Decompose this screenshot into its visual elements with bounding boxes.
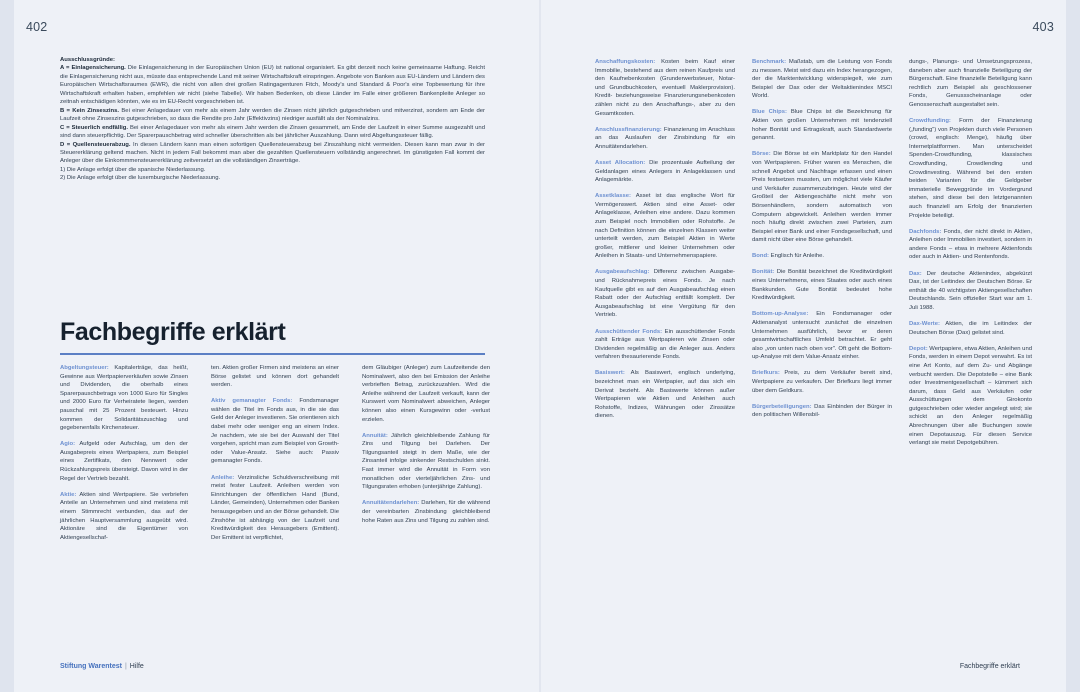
glossary-entry xyxy=(362,432,490,492)
glossary-definition: Blue Chips ist die Bezeichnung für Aktien von großen Unternehmen mit tendenziell hoher Bonität und Ertragskraft, auch Standardwerte genannt. xyxy=(752,109,892,142)
glossary-term: Aktie: xyxy=(60,491,77,498)
page-edge-strip-left xyxy=(0,0,14,692)
glossary-definition: Maßstab, um die Leistung von Fonds zu messen. Meist wird dazu ein Index herangezogen, der die Marktentwicklung widerspiegelt, wie zum Beispiel der Dax oder der Weltaktienindex MSCI World. xyxy=(752,59,892,100)
glossary-definition: Differenz zwischen Ausgabe- und Rücknahmepreis eines Fonds. Je nach Kaufquelle gibt es auf den Ausgabeaufschlag einen Rabatt oder der Aufschlag entfällt komplett. Der Ausgabeaufschlag ist eine Vergütung für den Vertrieb. xyxy=(595,269,735,319)
glossary-definition: Fonds, der nicht direkt in Aktien, Anleihen oder Immobilien investiert, sondern in andere Fonds – etwa in mehrere Aktienfonds oder auch in Aktien- und Rentenfonds. xyxy=(909,228,1032,261)
glossary-definition: Kosten beim Kauf einer Immobilie, bestehend aus dem reinen Kaufpreis und den Kaufnebenkosten (Grunderwerbsteuer, Notar- und Grundbuchkosten, eventuell Maklerprovision). Kredit- beziehungsweise Finanzierungsnebenkosten zählen nicht zu den Anschaffungs-, aber zu den Gesamtkosten. xyxy=(595,59,735,117)
glossary-entry xyxy=(595,369,735,421)
glossary-term: Abgeltungsteuer: xyxy=(60,365,109,371)
exclusion-reasons-block xyxy=(60,56,485,183)
glossary-definition: Wertpapiere, etwa Aktien, Anleihen und Fonds, werden in einem Depot verwahrt. Es ist eine Art Konto, auf dem Zu- und Abgänge verbucht werden. Die Depotstelle – eine Bank oder Investmentgesellschaft – kümmert sich darum, dass Geld aus Verkäufen oder Ausschüttungen dem Girokonto gutgeschrieben oder wieder angelegt wird; sie schickt an den Anleger regelmäßig Abrechnungen über alle Buchungen sowie einen Depotauszug. Für diesen Service verlangt sie meist Depotgebühren. xyxy=(909,345,1033,447)
glossary-columns-left xyxy=(60,364,490,550)
footnote-2: 2) Die Anlage erfolgt über die luxemburgische Niederlassung. xyxy=(60,175,221,182)
glossary-definition: dem Gläubiger (Anleger) zum Laufzeitende den Nominalwert, also den bei Emission der Anleihe verbrieften Betrag, zurückzuzahlen. Wird die Anleihe während der Laufzeit verkauft, kann der Kurswert vom Nominalwert abweichen, Anleger können also einen Kursgewinn oder -verlust erzielen. xyxy=(362,365,490,423)
footer-right: Fachbegriffe erklärt xyxy=(959,663,1020,670)
glossary-term: Agio: xyxy=(60,441,76,448)
glossary-term: Anschlussfinanzierung: xyxy=(595,126,662,133)
glossary-entry xyxy=(595,159,735,185)
glossary-term: Bottom-up-Analyse: xyxy=(752,311,809,318)
glossary-column-1 xyxy=(60,364,188,550)
glossary-entry xyxy=(909,58,1032,110)
exclusion-reason-d: D = Quellensteuerabzug. In diesen Ländern kann man einen sofortigen Quellensteuerabzug bei Zinszahlung nicht vermeiden. Diesen kann man zwar in der Steuererklärung geltend machen. Nicht in jedem Fall bekommt man aber die gezahlten Quellensteuern vollständig angerechnet. Im günstigsten Fall kommt der Anleger über die Einkommmensteuererklärung zeitversetzt an die vollständigen Zinserträge. xyxy=(60,141,485,165)
section-headline-block xyxy=(60,318,485,355)
page-gutter xyxy=(539,0,541,692)
glossary-column-4 xyxy=(595,58,735,455)
footnote-1: 1) Die Anlage erfolgt über die spanische Niederlassung. xyxy=(60,166,206,173)
glossary-term: Dachfonds: xyxy=(909,228,942,235)
glossary-entry xyxy=(752,108,892,142)
glossary-column-6 xyxy=(909,58,1032,455)
glossary-definition: Aufgeld oder Aufschlag, um den der Ausgabepreis eines Wertpapiers, zum Beispiel eines Zertifikats, den Nennwert oder Rückzahlungspreis übersteigt. Davon wird in der Regel der Vertrieb bezahlt. xyxy=(60,441,188,482)
glossary-column-5 xyxy=(752,58,892,455)
glossary-definition: Ein ausschüttender Fonds zahlt Erträge aus Wertpapieren wie Zinsen oder Dividenden regelmäßig an die Anleger aus. Anders verfahren thesaurierende Fonds. xyxy=(595,328,735,361)
glossary-definition: Darlehen, für die während der vereinbarten Zinsbindung gleichbleibend hohe Raten aus Zins und Tilgung zu zahlen sind. xyxy=(362,500,490,524)
glossary-term: Depot: xyxy=(909,345,928,352)
glossary-columns-right xyxy=(595,58,1050,455)
exclusion-reason-c: C = Steuerlich endfällig. Bei einer Anlagedauer von mehr als einem Jahr werden die Zinsen gesammelt, am Ende der Laufzeit in einer Summe ausgezahlt und sind dann steuerpflichtig. Der Sparerpauschbetrag wird schneller überschritten als bei jährlicher Auszahlung. Dann wird Abgeltungssteuer fällig. xyxy=(60,124,485,140)
glossary-entry xyxy=(752,369,892,395)
glossary-entry xyxy=(211,364,339,390)
glossary-column-3 xyxy=(362,364,490,550)
glossary-entry xyxy=(595,192,735,261)
footer-section-label: Hilfe xyxy=(129,663,144,670)
footer-separator: | xyxy=(124,663,127,670)
glossary-entry xyxy=(595,268,735,320)
glossary-entry xyxy=(60,440,188,483)
glossary-entry xyxy=(362,499,490,525)
glossary-definition: Aktien sind Wertpapiere. Sie verbriefen Anteile an Unternehmen und sind meistens mit einem Stimmrecht verbunden, das auf der jährlichen Hauptversammlung ausgeübt wird. Aktionäre sind die Eigentümer von Aktiengesellschaf- xyxy=(60,491,188,541)
glossary-entry xyxy=(752,150,892,245)
exclusion-reason-b: B = Kein Zinseszins. Bei einer Anlagedauer von mehr als einem Jahr werden die Zinsen nicht jährlich gutgeschrieben und mitverzinst, sondern am Ende der Laufzeit ohne Zinseszins gutgeschrieben, so dass die Rendite pro Jahr (Effektivzins) niedriger ausfällt als der Nominalzins. xyxy=(60,107,486,123)
glossary-term: Bond: xyxy=(752,253,770,260)
glossary-definition: Fondsmanager wählen die Titel im Fonds aus, in die sie das Geld der Anleger investieren. Sie orientieren sich dabei mehr oder weniger eng an einem Index. Je nachdem, wie sie bei der Auswahl der Titel vorgehen, spricht man zum Beispiel von Growth- oder Value-Ansatz. Siehe auch: Passiv gemanagter Fonds. xyxy=(211,398,339,465)
glossary-term: Blue Chips: xyxy=(752,109,787,116)
footer-left xyxy=(60,663,144,670)
glossary-definition: Asset ist das englische Wort für Vermögenswert. Aktien sind eine Asset- oder Anlageklasse, Anleihen eine andere. Dazu kommen zum Beispiel noch Immobilien oder Rohstoffe. Je nach Definition können die einzelnen Klassen weiter unterteilt werden, zum Beispiel Aktien in Werte großer, mittlerer und kleiner Unternehmen oder Anleihen in Staats- und Unternehmenspapiere. xyxy=(595,193,735,260)
glossary-term: Bürgerbeteiligungen: xyxy=(752,403,812,410)
glossary-entry xyxy=(211,397,339,466)
glossary-entry xyxy=(752,58,892,101)
glossary-term: Briefkurs: xyxy=(752,370,780,377)
glossary-term: Aktiv gemanagter Fonds: xyxy=(211,398,293,405)
glossary-definition: Verzinsliche Schuldverschreibung mit meist fester Laufzeit. Anleihen werden von Einrichtungen der öffentlichen Hand (Bund, Länder, Gemeinden), Unternehmen oder Banken herausgegeben und an der Börse gehandelt. Die Zinshöhe ist abhängig von der Laufzeit und Kreditwürdigkeit des Herausgebers (Emittent). Der Emittent ist verpflichtet, xyxy=(211,474,339,541)
glossary-entry xyxy=(909,270,1032,313)
glossary-entry xyxy=(752,252,892,261)
glossary-entry xyxy=(752,268,892,302)
glossary-definition: Der deutsche Aktienindex, abgekürzt Dax, ist der Leitindex der Deutschen Börse. Er enthält die 40 wichtigsten Aktiengesellschaften Deutschlands. Sein offizieller Start war am 1. Juli 1988. xyxy=(909,270,1032,311)
glossary-entry xyxy=(60,364,188,433)
glossary-entry xyxy=(595,328,735,362)
glossary-entry xyxy=(595,58,735,118)
glossary-term: Basiswert: xyxy=(595,370,625,377)
glossary-entry xyxy=(211,474,339,543)
glossary-term: Dax-Werte: xyxy=(909,321,940,328)
glossary-definition: Kapitalerträge, das heißt, Gewinne aus Wertpapierverkäufen sowie Zinsen und Dividenden, die oberhalb eines Sparerpauschbetrags von 1000 Euro für Singles und 2000 Euro für Verheiratete liegen, werden pauschal mit 25 Prozent besteuert. Hinzu kommen der Solidaritätszuschlag und gegebenenfalls Kirchensteuer. xyxy=(60,365,188,432)
glossary-definition: ten. Aktien großer Firmen sind meistens an einer Börse gelistet und können dort gehandelt werden. xyxy=(211,365,339,389)
page-title: Fachbegriffe erklärt xyxy=(60,318,286,346)
glossary-entry xyxy=(595,126,735,152)
glossary-definition: Als Basiswert, englisch underlying, bezeichnet man ein Wertpapier, auf das sich ein Derivat bezieht. Als Basiswerte können außer Wertpapieren wie Aktien und Anleihen auch Rohstoffe, Indizes, Währungen oder Zinssätze dienen. xyxy=(595,370,735,420)
title-underline-rule xyxy=(60,353,485,355)
glossary-term: Annuität: xyxy=(362,432,388,439)
glossary-term: Annuitätendarlehen: xyxy=(362,500,420,507)
glossary-term: Crowdfunding: xyxy=(909,118,951,125)
glossary-term: Anleihe: xyxy=(211,474,235,481)
page-edge-strip-right xyxy=(1066,0,1080,692)
glossary-definition: Form der Finanzierung („funding“) von Projekten durch viele Personen (crowd, englisch: Menge), häufig über Internetplattformen. Man unterscheidet Spenden-Crowdfunding, klassisches Crowdfunding, Crowdlending und Crowdinvesting. Während bei den ersten beiden Varianten für die Geldgeber immaterielle Beweggründe im Vordergrund stehen, sind diese bei den letztgenannten auch finanziell am Erfolg der finanzierten Projekte beteiligt. xyxy=(909,118,1032,219)
publisher-name: Stiftung Warentest xyxy=(60,663,122,670)
glossary-definition: Preis, zu dem Verkäufer bereit sind, Wertpapiere zu verkaufen. Der Briefkurs liegt immer über dem Geldkurs. xyxy=(752,370,892,394)
glossary-entry xyxy=(909,228,1032,262)
glossary-definition: Finanzierung im Anschluss an das Auslaufen der Zinsbindung für ein Annuitätendarlehen. xyxy=(595,126,735,150)
glossary-term: Ausschüttender Fonds: xyxy=(595,328,663,335)
page-number-left: 402 xyxy=(26,20,48,34)
glossary-definition: Jährlich gleichbleibende Zahlung für Zins und Tilgung bei Darlehen. Der Tilgungsanteil steigt in dem Maße, wie der Zinsanteil infolge sinkender Restschulden sinkt. Fast immer wird die Annuität in Form von monatlichen oder vierteljährlichen Zins- und Tilgungsraten erhoben (unterjährige Zahlung). xyxy=(362,432,490,491)
glossary-definition: Das Einbinden der Bürger in den politischen Willensbil- xyxy=(752,403,892,419)
glossary-entry xyxy=(362,364,490,424)
glossary-definition: Englisch für Anleihe. xyxy=(769,253,825,260)
glossary-entry xyxy=(752,403,892,420)
right-page xyxy=(540,0,1080,692)
glossary-term: Assetklasse: xyxy=(595,193,632,200)
exclusion-reason-a: A = Einlagensicherung. Die Einlagensicherung in der Europäischen Union (EU) ist national organisiert. Es gibt derzeit noch keine gemeinsame Haftung. Reicht die Einlagensicherung nicht aus, müsste das entsprechende Land mit seiner Wirtschaftskraft einspringen. Angebote von Banken aus EU-Ländern und Ländern des Europäischen Wirtschaftsraumes (EWR), die nicht von allen drei großen Ratingagenturen Fitch, Moody's und Standard & Poor's eine Topbewertung für ihre Wirtschaftskraft erhalten haben, empfehlen wir nicht (siehe Tabelle). Wir haben Bedenken, ob diese Länder im Falle einer größeren Bankenpleite Anleger so zeitnah entschädigen könnten, wie es im EU-Recht vorgeschrieben ist. xyxy=(60,65,485,106)
glossary-definition: Die Bonität bezeichnet die Kreditwürdigkeit eines Unternehmens, eines Staates oder auch eines Bankkunden. Gute Bonität bedeutet hohe Kreditwürdigkeit. xyxy=(752,269,892,302)
glossary-term: Dax: xyxy=(909,270,922,277)
glossary-column-2 xyxy=(211,364,339,550)
glossary-entry xyxy=(60,491,188,543)
glossary-entry xyxy=(909,345,1032,448)
glossary-term: Börse: xyxy=(752,151,771,158)
glossary-definition: Die Börse ist ein Marktplatz für den Handel von Wertpapieren. Früher waren es Menschen, die schnell Angebot und Nachfrage erfassen und einen Preis festsetzen mussten, um möglichst viele Käufer und Verkäufer zusammenzubringen. Heute wird der Großteil der Aktiengeschäfte nicht mehr von Börsenhändlern, sondern automatisch von Computern abgewickelt. Anleihen werden immer noch häufig direkt zwischen zwei Parteien, zum Beispiel einer Bank und einer Fondsgesellschaft, und damit nicht über eine Börse gehandelt. xyxy=(752,151,892,244)
glossary-entry xyxy=(752,310,892,362)
glossary-definition: Aktien, die im Leitindex der Deutschen Börse (Dax) gelistet sind. xyxy=(909,321,1032,336)
page-number-right: 403 xyxy=(1032,20,1054,34)
glossary-definition: Die prozentuale Aufteilung der Geldanlagen eines Anlegers in Anlageklassen und Anlagemärkte. xyxy=(595,159,735,184)
glossary-term: Benchmark: xyxy=(752,59,787,65)
glossary-definition: dungs-, Planungs- und Umsetzungsprozess, daneben aber auch finanzielle Beteiligung der Bürgerschaft. Eine finanzielle Beteiligung kann rechtlich zum Beispiel als geschlossener Fonds, Genussscheinanlage oder Genossenschaft ausgestaltet sein. xyxy=(909,59,1032,108)
glossary-entry xyxy=(909,320,1032,337)
glossary-term: Asset Allocation: xyxy=(595,159,646,166)
glossary-term: Bonität: xyxy=(752,269,775,276)
glossary-term: Ausgabeaufschlag: xyxy=(595,269,650,276)
exclusion-reasons-heading: Ausschlussgründe: xyxy=(60,57,115,63)
glossary-entry xyxy=(909,117,1032,220)
glossary-term: Anschaffungskosten: xyxy=(595,59,656,65)
glossary-definition: Ein Fondsmanager oder Aktienanalyst untersucht zunächst die einzelnen Unternehmen ausführlich, bevor er deren gesamtwirtschaftliches Umfeld betrachtet. Er geht also „von unten nach oben vor". Oft geht die Bottom-up-Analyse mit dem Value-Ansatz einher. xyxy=(752,311,892,361)
